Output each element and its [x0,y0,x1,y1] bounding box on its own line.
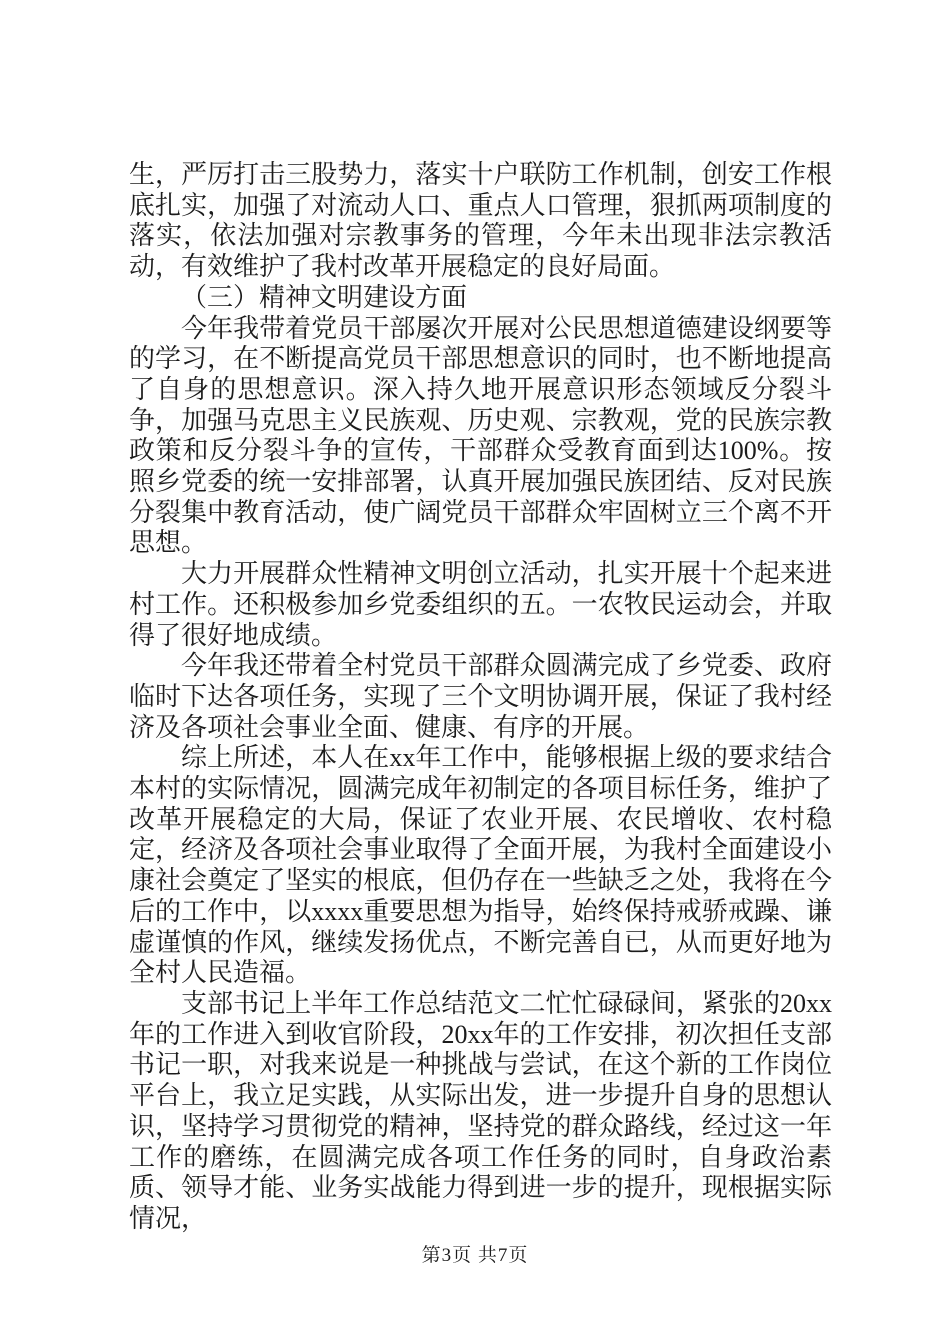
paragraph: 今年我带着党员干部屡次开展对公民思想道德建设纲要等的学习，在不断提高党员干部思想意识的同时，也不断地提高了自身的思想意识。深入持久地开展意识形态领域反分裂斗争，加强马克思主义民族观、历史观、宗教观，党的民族宗教政策和反分裂斗争的宣传，干部群众受教育面到达100%。按照乡党委的统一安排部署，认真开展加强民族团结、反对民族分裂集中教育活动，使广阔党员干部群众牢固树立三个离不开思想。 [129,313,832,558]
paragraph-continuation: 生，严厉打击三股势力，落实十户联防工作机制，创安工作根底扎实，加强了对流动人口、重点人口管理，狠抓两项制度的落实，依法加强对宗教事务的管理，今年未出现非法宗教活动，有效维护了我村改革开展稳定的良好局面。 [129,160,832,282]
paragraph: 综上所述，本人在xx年工作中，能够根据上级的要求结合本村的实际情况，圆满完成年初制定的各项目标任务，维护了改革开展稳定的大局，保证了农业开展、农民增收、农村稳定，经济及各项社会事业取得了全面开展，为我村全面建设小康社会奠定了坚实的根底，但仍存在一些缺乏之处，我将在今后的工作中，以xxxx重要思想为指导，始终保持戒骄戒躁、谦虚谨慎的作风，继续发扬优点，不断完善自已，从而更好地为全村人民造福。 [129,743,832,988]
document-body [129,160,832,1235]
page-number-footer: 第3页 共7页 [421,1245,529,1266]
paragraph: 大力开展群众性精神文明创立活动，扎实开展十个起来进村工作。还积极参加乡党委组织的五。一农牧民运动会，并取得了很好地成绩。 [129,559,832,650]
section-heading: （三）精神文明建设方面 [181,282,468,312]
paragraph: 今年我还带着全村党员干部群众圆满完成了乡党委、政府临时下达各项任务，实现了三个文明协调开展，保证了我村经济及各项社会事业全面、健康、有序的开展。 [129,651,832,742]
paragraph: 支部书记上半年工作总结范文二忙忙碌碌间，紧张的20xx年的工作进入到收官阶段，20xx年的工作安排，初次担任支部书记一职，对我来说是一种挑战与尝试，在这个新的工作岗位平台上，我立足实践，从实际出发，进一步提升自身的思想认识，坚持学习贯彻党的精神，坚持党的群众路线，经过这一年工作的磨练，在圆满完成各项工作任务的同时，自身政治素质、领导才能、业务实战能力得到进一步的提升，现根据实际情况， [129,988,832,1233]
